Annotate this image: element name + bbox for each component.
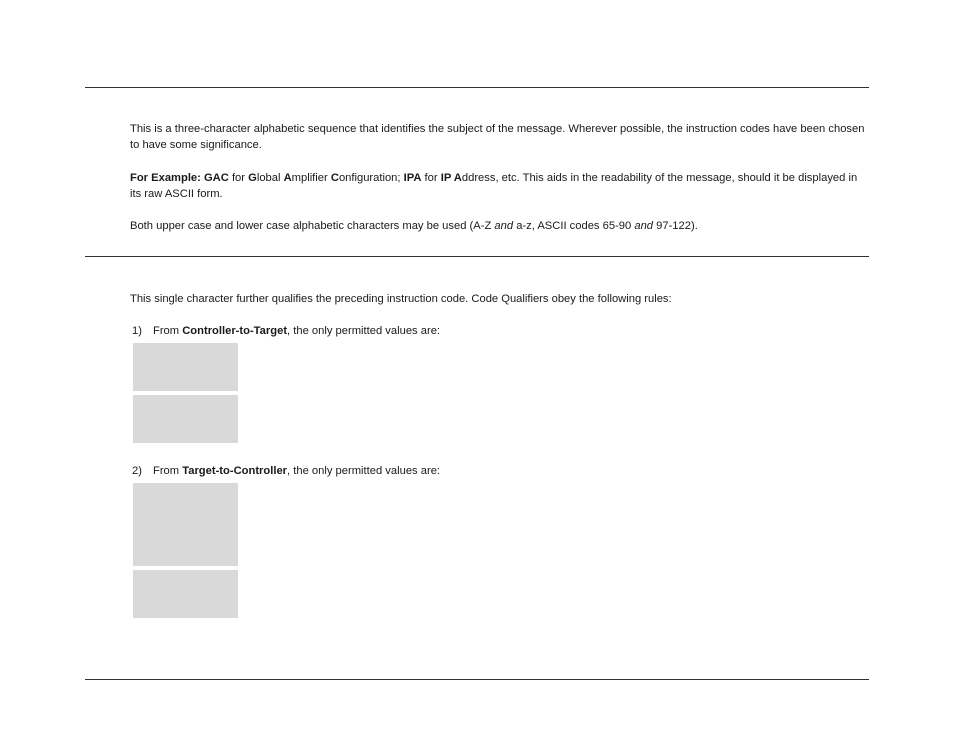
rule2-value-box-2: [133, 570, 238, 618]
instruction-code-para1: This is a three-character alphabetic sequence that identifies the subject of the message. Wherever possible, the instruction codes have been chosen to have some significance.: [130, 123, 865, 151]
rule1-value-box-2: [133, 395, 238, 443]
case-note-t3: 97-122).: [653, 220, 698, 232]
example-lead: For Example: GAC: [130, 172, 229, 184]
example-c: C: [330, 172, 339, 184]
rule1-pre: From: [153, 325, 183, 337]
rule2-item: [132, 463, 440, 479]
instruction-code-example: [130, 170, 865, 202]
instruction-code-description: [130, 121, 865, 153]
middle-rule: [85, 256, 869, 257]
rule2-number: 2): [132, 465, 142, 477]
top-rule: [85, 87, 869, 88]
example-for2: for: [421, 172, 441, 184]
rule1-number: 1): [132, 325, 142, 337]
example-ip-rest: ddress, etc. This aids in the readability of the message, should it be displayed in its raw ASCII form.: [130, 172, 858, 200]
example-g: G: [248, 172, 257, 184]
instruction-code-case-note: [130, 218, 865, 234]
rule2-pre: From: [153, 465, 183, 477]
example-for1: for: [228, 172, 249, 184]
rule2-post: , the only permitted values are:: [287, 465, 441, 477]
example-a: A: [283, 172, 292, 184]
example-c-rest: onfiguration;: [338, 172, 404, 184]
rule1-value-box-1: [133, 343, 238, 391]
case-note-and1: and: [494, 220, 514, 232]
rule2-bold: Target-to-Controller: [182, 465, 288, 477]
example-ip-a: IP A: [440, 172, 462, 184]
case-note-t2: a-z, ASCII codes 65-90: [513, 220, 635, 232]
rule2-value-box-1: [133, 483, 238, 566]
rule1-item: [132, 323, 440, 339]
example-ipa: IPA: [403, 172, 422, 184]
case-note-t1: Both upper case and lower case alphabetic characters may be used (A-Z: [130, 220, 495, 232]
example-g-rest: lobal: [256, 172, 284, 184]
code-qualifier-intro-text: This single character further qualifies the preceding instruction code. Code Qualifiers obey the following rules:: [130, 293, 672, 305]
bottom-rule: [85, 679, 869, 680]
rule1-post: , the only permitted values are:: [287, 325, 441, 337]
rule1-bold: Controller-to-Target: [182, 325, 288, 337]
code-qualifier-intro: [130, 291, 865, 307]
case-note-and2: and: [634, 220, 654, 232]
example-a-rest: mplifier: [291, 172, 331, 184]
